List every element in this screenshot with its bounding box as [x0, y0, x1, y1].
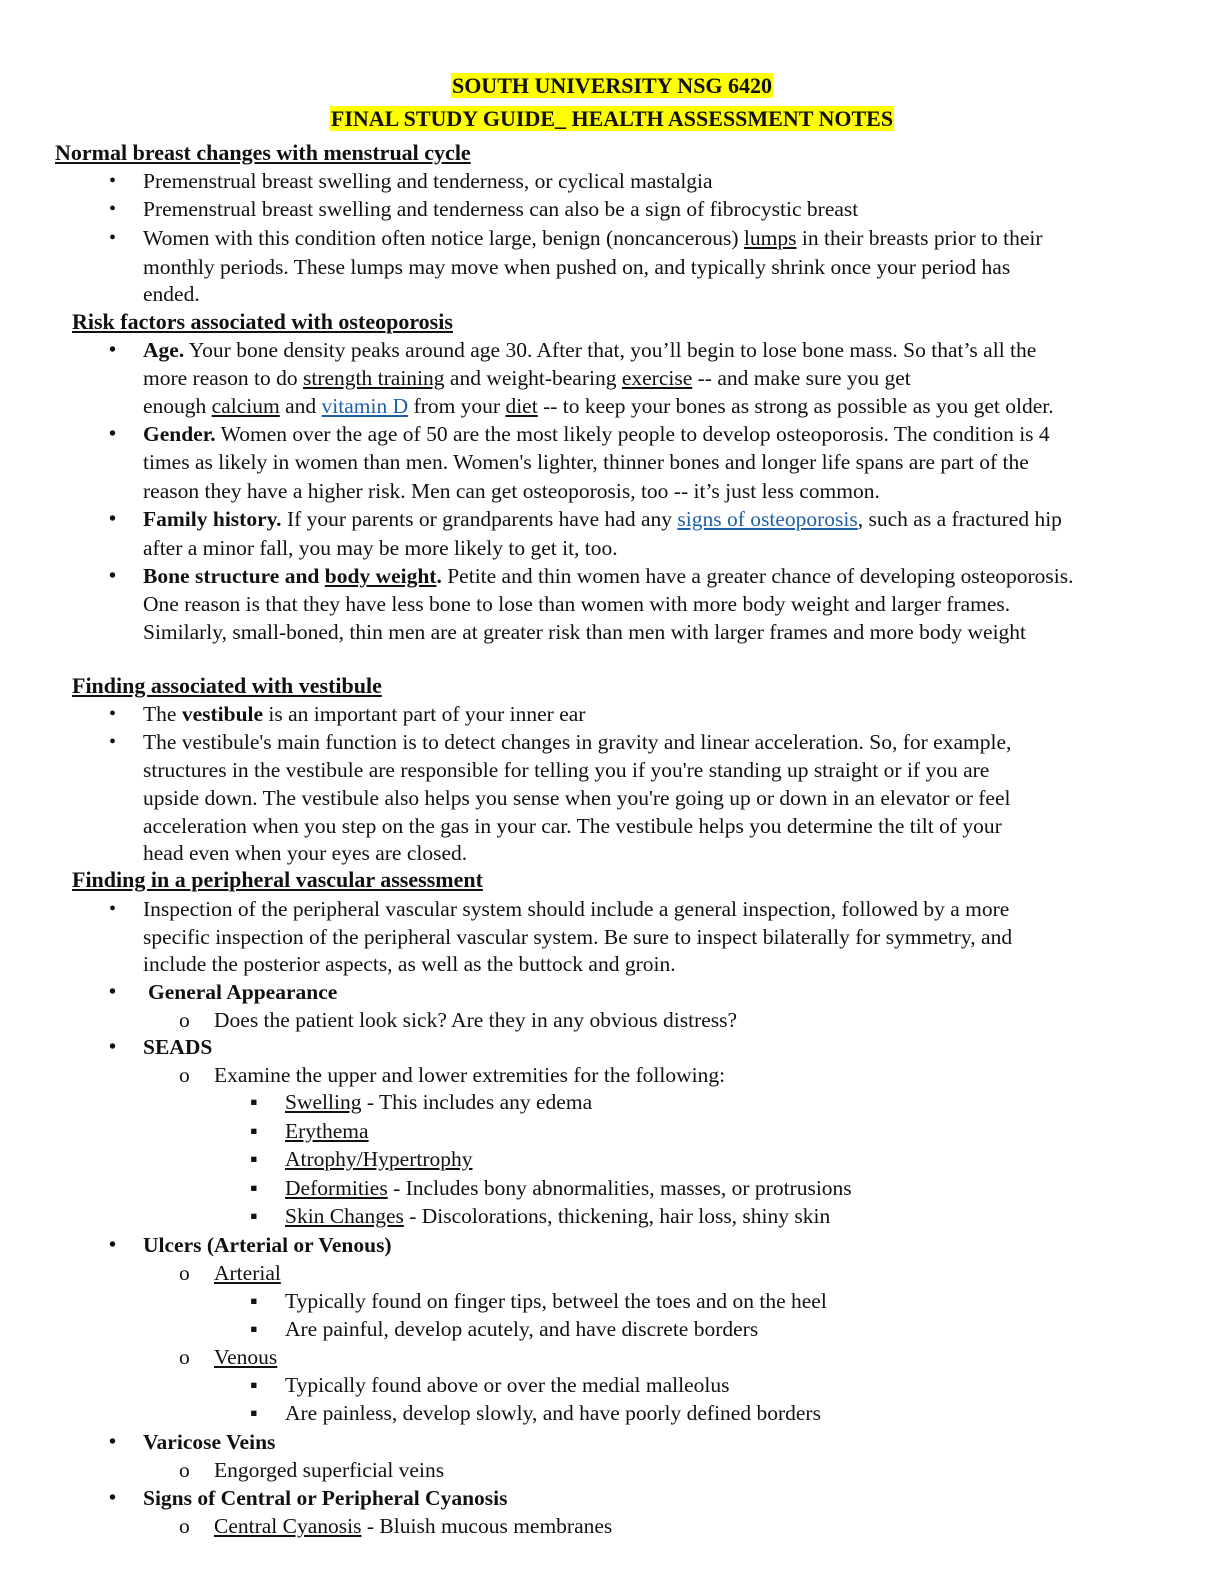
osteo-family-line1: Family history. If your parents or grandparents have had any signs of osteoporosis, such as a fractured hip	[143, 507, 1062, 531]
seads-item: Swelling - This includes any edema	[285, 1090, 593, 1114]
bullet-circle: o	[179, 1345, 190, 1369]
bullet-circle: o	[179, 1261, 190, 1285]
calcium-link[interactable]: calcium	[211, 394, 280, 418]
seads-sub: Examine the upper and lower extremities for the following:	[214, 1063, 726, 1087]
bullet-circle: o	[179, 1008, 190, 1032]
breast-item-3-line1: Women with this condition often notice large, benign (noncancerous) lumps in their breasts prior to their	[143, 226, 1043, 250]
varicose-sub: Engorged superficial veins	[214, 1458, 445, 1482]
bullet-dot: •	[109, 339, 117, 361]
bullet-square: ▪	[250, 1176, 258, 1200]
bullet-dot: •	[109, 1234, 117, 1256]
bullet-square: ▪	[250, 1289, 258, 1313]
osteo-bone-line2: One reason is that they have less bone to lose than women with more body weight and larger frames.	[143, 592, 1011, 616]
vascular-intro-line3: include the posterior aspects, as well as the buttock and groin.	[143, 952, 676, 976]
vestibule-item-2-line4: acceleration when you step on the gas in your car. The vestibule helps you determine the tilt of your	[143, 814, 1002, 838]
bullet-square: ▪	[250, 1373, 258, 1397]
bullet-circle: o	[179, 1458, 190, 1482]
general-appearance-label: General Appearance	[148, 980, 338, 1004]
bullet-dot: •	[109, 508, 117, 530]
breast-item-2: Premenstrual breast swelling and tenderness can also be a sign of fibrocystic breast	[143, 197, 859, 221]
bullet-dot: •	[109, 170, 117, 192]
seads-item: Erythema	[285, 1119, 369, 1143]
central-cyanosis-item: Central Cyanosis - Bluish mucous membranes	[214, 1514, 613, 1538]
osteo-age-line3: enough calcium and vitamin D from your diet -- to keep your bones as strong as possible as you get older.	[143, 394, 1054, 418]
seads-item: Atrophy/Hypertrophy	[285, 1147, 473, 1171]
body-weight-link[interactable]: body weight	[324, 564, 437, 588]
bullet-dot: •	[109, 1036, 117, 1058]
venous-item-2: Are painless, develop slowly, and have poorly defined borders	[285, 1401, 821, 1425]
bullet-dot: •	[109, 1431, 117, 1453]
bullet-circle: o	[179, 1514, 190, 1538]
section-heading-vestibule: Finding associated with vestibule	[72, 673, 382, 698]
bullet-dot: •	[109, 703, 117, 725]
cyanosis-label: Signs of Central or Peripheral Cyanosis	[143, 1486, 508, 1510]
document-title-line1: SOUTH UNIVERSITY NSG 6420	[451, 73, 773, 98]
bullet-square: ▪	[250, 1204, 258, 1228]
bullet-square: ▪	[250, 1119, 258, 1143]
vascular-intro-line1: Inspection of the peripheral vascular system should include a general inspection, followed by a more	[143, 897, 1010, 921]
section-heading-breast: Normal breast changes with menstrual cycle	[55, 140, 471, 165]
bullet-square: ▪	[250, 1147, 258, 1171]
vestibule-item-2-line3: upside down. The vestibule also helps you sense when you're going up or down in an elevator or feel	[143, 786, 1011, 810]
osteo-bone-line3: Similarly, small-boned, thin men are at greater risk than men with larger frames and more body weight	[143, 620, 1027, 644]
arterial-item-1: Typically found on finger tips, betweel the toes and on the heel	[285, 1289, 827, 1313]
vitamin-d-link[interactable]: vitamin D	[321, 394, 409, 418]
osteo-gender-line3: reason they have a higher risk. Men can get osteoporosis, too -- it’s just less common.	[143, 479, 880, 503]
osteo-gender-line2: times as likely in women than men. Women's lighter, thinner bones and longer life spans are part of the	[143, 450, 1029, 474]
bullet-dot: •	[109, 898, 117, 920]
ulcers-label: Ulcers (Arterial or Venous)	[143, 1233, 392, 1257]
seads-item: Skin Changes - Discolorations, thickening, hair loss, shiny skin	[285, 1204, 831, 1228]
vestibule-item-1: The vestibule is an important part of your inner ear	[143, 702, 586, 726]
venous-item-1: Typically found above or over the medial malleolus	[285, 1373, 730, 1397]
osteo-bone-line1: Bone structure and body weight. Petite and thin women have a greater chance of developing osteoporosis.	[143, 564, 1074, 588]
bullet-dot: •	[109, 198, 117, 220]
bullet-square: ▪	[250, 1401, 258, 1425]
bullet-dot: •	[109, 731, 117, 753]
document-title-line2: FINAL STUDY GUIDE_ HEALTH ASSESSMENT NOTES	[330, 106, 894, 131]
bullet-square: ▪	[250, 1317, 258, 1341]
bullet-dot: •	[109, 227, 117, 249]
seads-item: Deformities - Includes bony abnormalities, masses, or protrusions	[285, 1176, 852, 1200]
signs-of-osteoporosis-link[interactable]: signs of osteoporosis	[677, 507, 858, 531]
bullet-square: ▪	[250, 1090, 258, 1114]
lumps-link[interactable]: lumps	[743, 226, 797, 250]
seads-label: SEADS	[143, 1035, 213, 1059]
general-appearance-sub: Does the patient look sick? Are they in any obvious distress?	[214, 1008, 738, 1032]
breast-item-3-line3: ended.	[143, 282, 200, 306]
section-heading-vascular: Finding in a peripheral vascular assessment	[72, 867, 483, 892]
vascular-intro-line2: specific inspection of the peripheral vascular system. Be sure to inspect bilaterally for symmetry, and	[143, 925, 1013, 949]
exercise-link[interactable]: exercise	[621, 366, 693, 390]
varicose-label: Varicose Veins	[143, 1430, 276, 1454]
diet-link[interactable]: diet	[505, 394, 538, 418]
vestibule-item-2-line2: structures in the vestibule are responsible for telling you if you're standing up straight or if you are	[143, 758, 990, 782]
arterial-label: Arterial	[214, 1261, 281, 1285]
strength-training-link[interactable]: strength training	[303, 366, 445, 390]
vestibule-item-2-line1: The vestibule's main function is to detect changes in gravity and linear acceleration. So, for example,	[143, 730, 1012, 754]
osteo-gender-line1: Gender. Women over the age of 50 are the most likely people to develop osteoporosis. The condition is 4	[143, 422, 1050, 446]
breast-item-1: Premenstrual breast swelling and tenderness, or cyclical mastalgia	[143, 169, 713, 193]
bullet-dot: •	[109, 981, 117, 1003]
venous-label: Venous	[214, 1345, 278, 1369]
osteo-age-line2: more reason to do strength training and weight-bearing exercise -- and make sure you get	[143, 366, 911, 390]
bullet-dot: •	[109, 565, 117, 587]
bullet-circle: o	[179, 1063, 190, 1087]
bullet-dot: •	[109, 1487, 117, 1509]
section-heading-osteoporosis: Risk factors associated with osteoporosis	[72, 309, 453, 334]
bullet-dot: •	[109, 423, 117, 445]
arterial-item-2: Are painful, develop acutely, and have discrete borders	[285, 1317, 759, 1341]
osteo-family-line2: after a minor fall, you may be more likely to get it, too.	[143, 536, 618, 560]
osteo-age-line1: Age. Your bone density peaks around age 30. After that, you’ll begin to lose bone mass. So that’s all the	[143, 338, 1037, 362]
vestibule-item-2-line5: head even when your eyes are closed.	[143, 841, 468, 865]
breast-item-3-line2: monthly periods. These lumps may move when pushed on, and typically shrink once your period has	[143, 255, 1011, 279]
